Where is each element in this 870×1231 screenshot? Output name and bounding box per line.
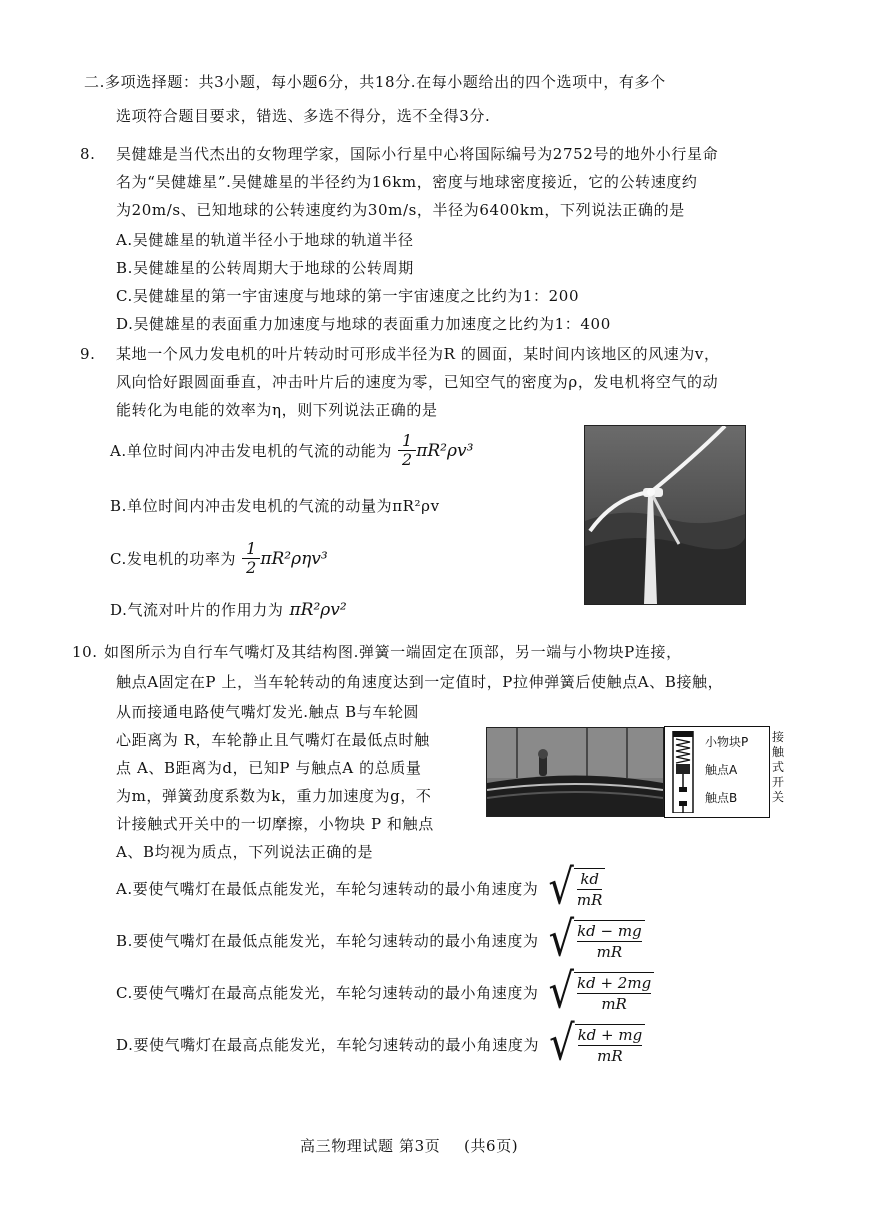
bike-wheel-image (487, 728, 663, 816)
q9-stem-line: 能转化为电能的效率为η，则下列说法正确的是 (116, 401, 438, 419)
q10-stem-line: 心距离为 R，车轮静止且气嘴灯在最低点时触 (116, 731, 430, 749)
q10-number: 10. (72, 643, 98, 661)
wind-turbine-image (585, 426, 745, 604)
q10-option-b: B.要使气嘴灯在最低点能发光，车轮匀速转动的最小角速度为 √ kd − mg mR (116, 920, 645, 962)
switch-structure (671, 731, 695, 813)
wind-turbine-photo (584, 425, 746, 605)
section-heading: 二.多项选择题：共3小题，每小题6分，共18分.在每小题给出的四个选项中，有多个 (84, 73, 666, 91)
footer-page-label: 高三物理试题 第3页 (300, 1137, 441, 1155)
q8-stem-line: 为20m/s、已知地球的公转速度约为30m/s，半径为6400km，下列说法正确的是 (116, 201, 685, 219)
bike-valve-light-photo (486, 727, 664, 817)
fraction: $\frac{1}{2}$ (242, 540, 260, 577)
q10-stem-line: A、B均视为质点，下列说法正确的是 (116, 843, 374, 861)
q8-option-c: C.吴健雄星的第一宇宙速度与地球的第一宇宙速度之比约为1：200 (116, 287, 580, 305)
q9-stem-line: 风向恰好跟圆面垂直，冲击叶片后的速度为零，已知空气的密度为ρ，发电机将空气的动 (116, 373, 719, 391)
contact-switch-diagram (664, 726, 770, 818)
sqrt-expression: √ kd − mg mR (549, 920, 645, 962)
q9-option-c: C.发电机的功率为 $\frac{1}{2}$ πR²ρηv³ (110, 539, 328, 577)
q8-number: 8. (80, 145, 96, 163)
q10-stem-line: 如图所示为自行车气嘴灯及其结构图.弹簧一端固定在顶部，另一端与小物块P连接， (104, 643, 682, 661)
label-contact-a: 触点A (705, 763, 738, 777)
q9-option-b: B.单位时间内冲击发电机的气流的动量为πR²ρv (110, 497, 440, 515)
q8-stem-line: 吴健雄是当代杰出的女物理学家，国际小行星中心将国际编号为2752号的地外小行星命 (116, 145, 719, 163)
q8-option-b: B.吴健雄星的公转周期大于地球的公转周期 (116, 259, 414, 277)
q9-option-a: A.单位时间内冲击发电机的气流的动能为 $\frac{1}{2}$ πR²ρv³ (110, 431, 474, 469)
q10-option-d: D.要使气嘴灯在最高点能发光，车轮匀速转动的最小角速度为 √ kd + mg mR (116, 1024, 645, 1066)
sqrt-expression: √ kd + 2mg mR (549, 972, 655, 1014)
q10-stem-line: 点 A、B距离为d，已知P 与触点A 的总质量 (116, 759, 422, 777)
sqrt-expression: √ kd + mg mR (549, 1024, 645, 1066)
footer-total-pages: (共6页) (464, 1137, 519, 1155)
q10-stem-line: 为m，弹簧劲度系数为k，重力加速度为g，不 (116, 787, 432, 805)
q8-stem-line: 名为“吴健雄星”.吴健雄星的半径约为16km，密度与地球密度接近，它的公转速度约 (116, 173, 698, 191)
q10-stem-line: 从而接通电路使气嘴灯发光.触点 B与车轮圆 (116, 703, 420, 721)
q9-option-d: D.气流对叶片的作用力为 πR²ρv² (110, 600, 347, 620)
q9-stem-line: 某地一个风力发电机的叶片转动时可形成半径为R 的圆面，某时间内该地区的风速为v， (116, 345, 720, 363)
q10-stem-line: 触点A固定在P 上，当车轮转动的角速度达到一定值时，P拉伸弹簧后使触点A、B接触， (116, 673, 724, 691)
switch-side-label: 接触式开关 (772, 730, 785, 804)
label-contact-b: 触点B (705, 791, 738, 805)
sqrt-expression: √ kd mR (548, 868, 605, 910)
section-heading-cont: 选项符合题目要求，错选、多选不得分，选不全得3分. (116, 107, 491, 125)
q9-number: 9. (80, 345, 96, 363)
q10-option-a: A.要使气嘴灯在最低点能发光，车轮匀速转动的最小角速度为 √ kd mR (116, 868, 605, 910)
q10-stem-line: 计接触式开关中的一切摩擦，小物块 P 和触点 (116, 815, 434, 833)
q8-option-a: A.吴健雄星的轨道半径小于地球的轨道半径 (116, 231, 414, 249)
fraction: $\frac{1}{2}$ (398, 432, 416, 469)
q10-option-c: C.要使气嘴灯在最高点能发光，车轮匀速转动的最小角速度为 √ kd + 2mg mR (116, 972, 654, 1014)
label-block-p: 小物块P (705, 735, 749, 749)
q8-option-d: D.吴健雄星的表面重力加速度与地球的表面重力加速度之比约为1：400 (116, 315, 611, 333)
